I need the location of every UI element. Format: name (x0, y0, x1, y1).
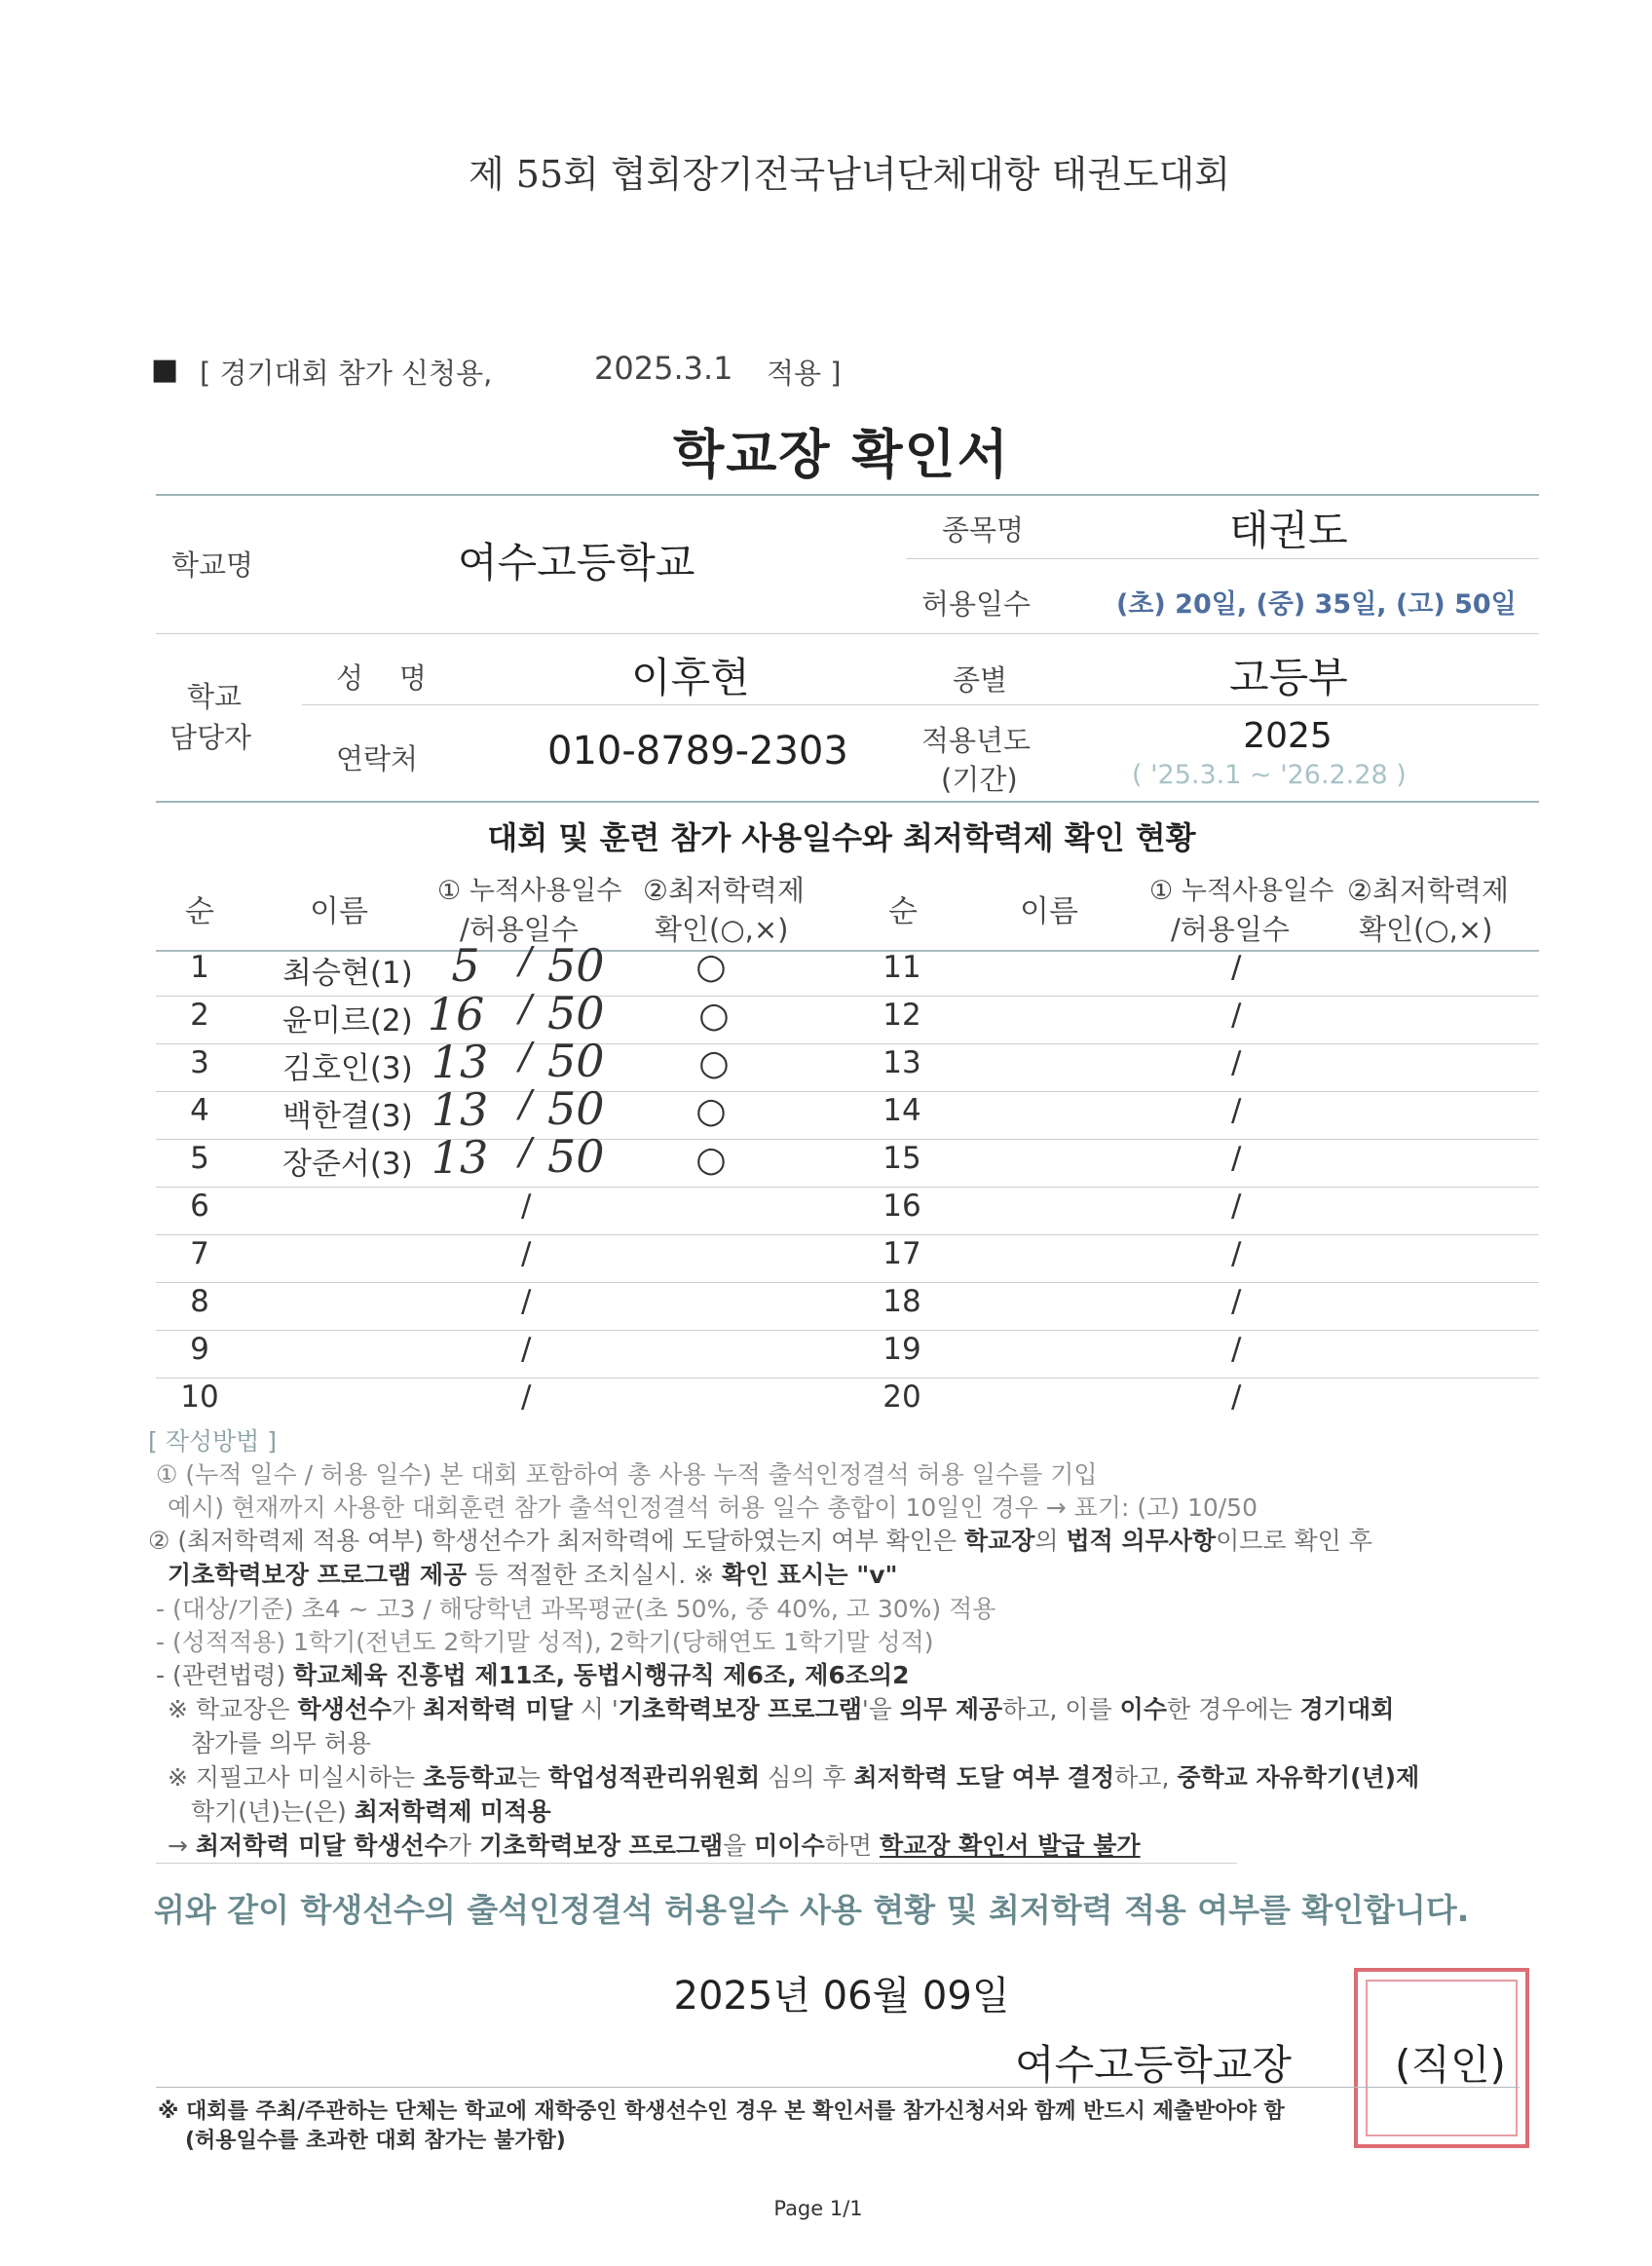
slash: / (1231, 1236, 1242, 1271)
row-number: 3 (190, 1045, 209, 1080)
signature-rule (156, 2087, 1520, 2088)
athlete-name: 최승현(1) (282, 956, 413, 991)
slash: / (519, 1082, 532, 1125)
row-number: 19 (882, 1332, 921, 1367)
row-number: 8 (190, 1284, 209, 1319)
issue-date: 2025년 06월 09일 (673, 1974, 1010, 2019)
info-bottom-rule (156, 801, 1539, 803)
row-number: 16 (882, 1189, 921, 1224)
row-rule (156, 1330, 1539, 1331)
row-number: 10 (180, 1379, 219, 1415)
athlete-name: 백한결(3) (282, 1099, 413, 1134)
guide-line: 학기(년)는(은) 최저학력제 미적용 (191, 1797, 551, 1826)
row-number: 4 (190, 1093, 209, 1128)
contact-group-label: 학교 (187, 680, 243, 713)
slash: / (1231, 1093, 1242, 1128)
row-rule (156, 1282, 1539, 1283)
guide-line: - (성적적용) 1학기(전년도 2학기말 성적), 2학기(당해연도 1학기말 성적) (156, 1628, 934, 1656)
col-name-header: 이름 (1020, 894, 1078, 929)
row-number: 5 (190, 1141, 209, 1176)
check-mark: ○ (695, 1140, 727, 1180)
phone-label: 연락처 (336, 742, 419, 775)
guide-line: 기초학력보장 프로그램 제공 등 적절한 조치실시. ※ 확인 표시는 "v" (168, 1561, 898, 1589)
allowed-days: 50 (547, 939, 605, 992)
row-number: 12 (882, 998, 921, 1033)
col-name-header: 이름 (310, 894, 368, 929)
col-check-header: ②최저학력제 (643, 874, 806, 907)
footnote: (허용일수를 초과한 대회 참가는 불가함) (185, 2129, 566, 2153)
year-label-period: (기간) (941, 763, 1018, 796)
division-value: 고등부 (1229, 654, 1348, 701)
slash: / (1231, 1379, 1242, 1415)
footnote: ※ 대회를 주최/주관하는 단체는 학교에 재학중인 학생선수인 경우 본 확인서를 참가신청서와 함께 반드시 제출받아야 함 (158, 2099, 1285, 2124)
contact-name-value: 이후현 (631, 654, 750, 701)
division-label: 종별 (953, 663, 1008, 697)
principal-signature-line: 여수고등학교장 (1015, 2041, 1293, 2089)
confirmation-statement: 위와 같이 학생선수의 출석인정결석 허용일수 사용 현황 및 최저학력 적용 여부를 확인합니다. (154, 1891, 1470, 1929)
notes-rule (156, 1863, 1237, 1864)
col-days-header: /허용일수 (460, 913, 579, 946)
slash: / (1231, 1189, 1242, 1224)
slash: / (519, 1130, 532, 1173)
allowed-days-label: 허용일수 (921, 587, 1032, 621)
guide-line: - (대상/기준) 초4 ~ 고3 / 해당학년 과목평균(초 50%, 중 40%, 고 30%) 적용 (156, 1595, 996, 1623)
slash: / (1231, 1045, 1242, 1080)
slash: / (1231, 950, 1242, 985)
divider (156, 633, 1539, 634)
guide-line: → 최저학력 미달 학생선수가 기초학력보장 프로그램을 미이수하면 학교장 확인서 발급 불가 (168, 1832, 1141, 1860)
guide-line: ※ 지필고사 미실시하는 초등학교는 학업성적관리위원회 심의 후 최저학력 도달 여부 결정하고, 중학교 자유학기(년)제 (168, 1763, 1420, 1792)
check-mark: ○ (698, 1043, 730, 1083)
allowed-days: 50 (547, 987, 605, 1039)
seal-label: (직인) (1395, 2041, 1506, 2089)
used-days: 5 (451, 939, 480, 992)
row-number: 13 (882, 1045, 921, 1080)
col-check-header: 확인(○,×) (655, 913, 789, 946)
guide-line: - (관련법령) 학교체육 진흥법 제11조, 동법시행규칙 제6조, 제6조의2 (156, 1661, 910, 1689)
col-check-header: ②최저학력제 (1347, 874, 1510, 907)
row-number: 6 (190, 1189, 209, 1224)
row-rule (156, 1187, 1539, 1188)
col-days-header: /허용일수 (1171, 913, 1290, 946)
row-number: 7 (190, 1236, 209, 1271)
guide-line: ① (누적 일수 / 허용 일수) 본 대회 포함하여 총 사용 누적 출석인정결석 허용 일수를 기입 (156, 1460, 1098, 1489)
slash: / (521, 1284, 532, 1319)
year-value: 2025 (1243, 716, 1333, 756)
apply-date: 2025.3.1 (594, 350, 733, 387)
guide-heading: [ 작성방법 ] (148, 1427, 278, 1455)
phone-value: 010-8789-2303 (547, 729, 848, 774)
row-number: 2 (190, 998, 209, 1033)
guide-line: 참가를 의무 허용 (191, 1729, 371, 1757)
athlete-name: 장준서(3) (282, 1147, 413, 1182)
row-number: 18 (882, 1284, 921, 1319)
school-label: 학교명 (171, 548, 254, 582)
row-number: 14 (882, 1093, 921, 1128)
slash: / (1231, 998, 1242, 1033)
athlete-name: 윤미르(2) (282, 1003, 413, 1039)
slash: / (1231, 1141, 1242, 1176)
slash: / (1231, 1284, 1242, 1319)
row-number: 20 (882, 1379, 921, 1415)
col-check-header: 확인(○,×) (1359, 913, 1493, 946)
check-mark: ○ (695, 1091, 727, 1131)
slash: / (519, 1035, 532, 1077)
slash: / (521, 1332, 532, 1367)
slash: / (519, 987, 532, 1030)
document-title: 학교장 확인서 (673, 424, 1010, 485)
athlete-name: 김호인(3) (282, 1051, 413, 1086)
row-number: 17 (882, 1236, 921, 1271)
allowed-days: 50 (547, 1082, 605, 1135)
guide-line: 예시) 현재까지 사용한 대회훈련 참가 출석인정결석 허용 일수 총합이 10일인 경우 → 표기: (고) 10/50 (168, 1493, 1258, 1522)
period-value: ( '25.3.1 ~ '26.2.28 ) (1132, 760, 1407, 790)
col-no-header: 순 (888, 894, 918, 929)
row-number: 11 (882, 950, 921, 985)
event-label: 종목명 (942, 513, 1025, 547)
check-mark: ○ (698, 996, 730, 1036)
apply-note-open: [ 경기대회 참가 신청용, (200, 357, 493, 390)
col-days-header: ① 누적사용일수 (1149, 876, 1334, 906)
slash: / (521, 1189, 532, 1224)
apply-note-close: 적용 ] (767, 357, 842, 390)
row-rule (156, 1234, 1539, 1235)
col-no-header: 순 (185, 894, 214, 929)
contact-name-label: 성 명 (336, 661, 427, 695)
page-indicator: Page 1/1 (773, 2197, 863, 2220)
bullet-icon: ■ (151, 353, 179, 387)
competition-title: 제 55회 협회장기전국남녀단체대항 태권도대회 (468, 153, 1231, 196)
year-label: 적용년도 (921, 724, 1032, 757)
row-number: 1 (190, 950, 209, 985)
allowed-days: 50 (547, 1130, 605, 1183)
slash: / (521, 1379, 532, 1415)
section-title: 대회 및 훈련 참가 사용일수와 최저학력제 확인 현황 (487, 819, 1196, 856)
guide-line: ※ 학교장은 학생선수가 최저학력 미달 시 '기초학력보장 프로그램'을 의무 제공하고, 이를 이수한 경우에는 경기대회 (168, 1695, 1395, 1723)
info-top-rule (156, 494, 1539, 496)
divider (906, 558, 1539, 559)
used-days: 13 (431, 1036, 489, 1088)
contact-group-label: 담당자 (169, 721, 252, 754)
divider (302, 704, 1539, 705)
used-days: 16 (427, 988, 485, 1040)
check-mark: ○ (695, 947, 727, 987)
school-value: 여수고등학교 (458, 539, 695, 586)
row-number: 9 (190, 1332, 209, 1367)
slash: / (1231, 1332, 1242, 1367)
used-days: 13 (431, 1083, 489, 1136)
guide-line: ② (최저학력제 적용 여부) 학생선수가 최저학력에 도달하였는지 여부 확인은 학교장의 법적 의무사항이므로 확인 후 (148, 1527, 1372, 1555)
slash: / (519, 939, 532, 982)
col-days-header: ① 누적사용일수 (437, 876, 622, 906)
slash: / (521, 1236, 532, 1271)
used-days: 13 (431, 1131, 489, 1184)
allowed-days: 50 (547, 1035, 605, 1087)
row-number: 15 (882, 1141, 921, 1176)
event-value: 태권도 (1229, 507, 1348, 554)
allowed-days-value: (초) 20일, (중) 35일, (고) 50일 (1116, 589, 1517, 620)
